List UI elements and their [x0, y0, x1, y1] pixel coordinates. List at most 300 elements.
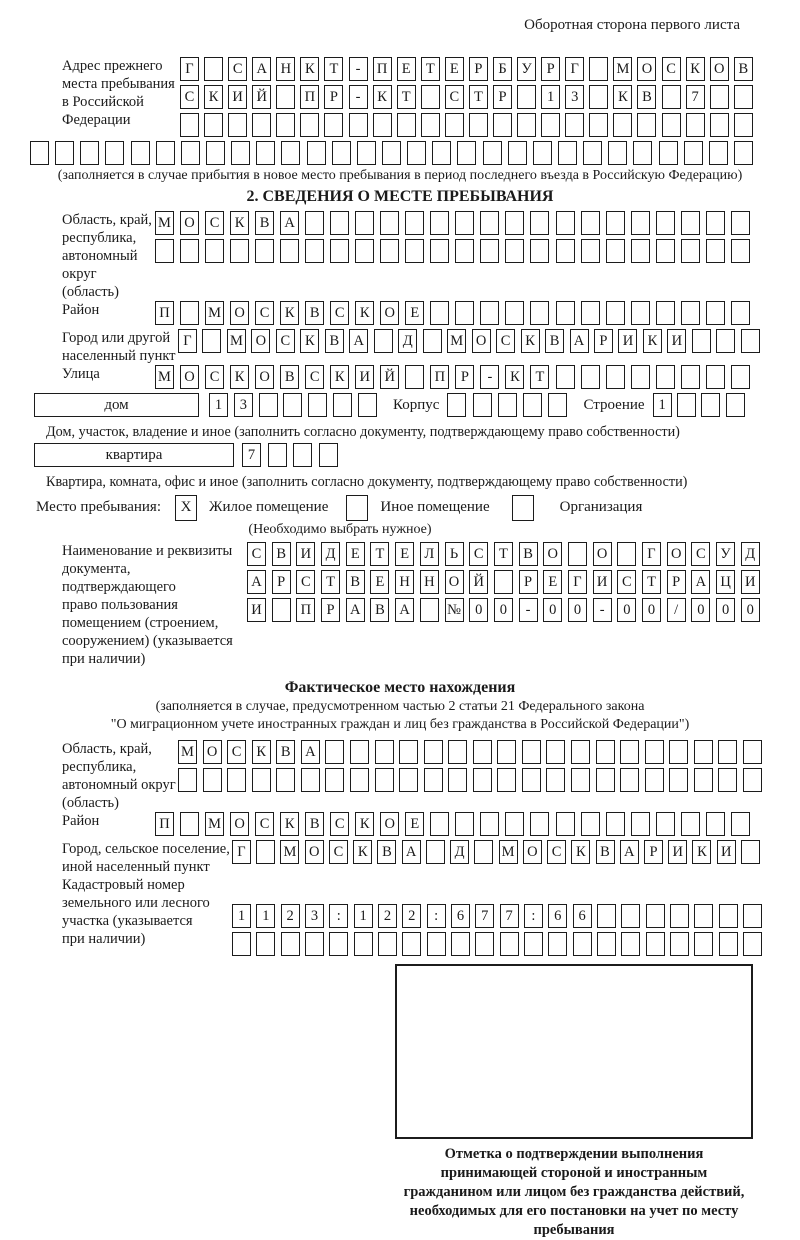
char-box: [583, 141, 602, 165]
page-header-note: Оборотная сторона первого листа: [524, 17, 740, 33]
char-box: [473, 393, 492, 417]
organization-label: Организация: [559, 499, 643, 515]
char-box: [480, 239, 499, 263]
char-box: [332, 141, 351, 165]
city-row: [178, 329, 760, 353]
char-box: [533, 141, 552, 165]
char-box: [319, 443, 338, 467]
char-box: С: [330, 812, 349, 836]
apartment-caption: Квартира, комната, офис и иное (заполнить согласно документу, подтверждающему право собственности): [46, 474, 688, 490]
char-box: [180, 812, 199, 836]
char-box: [455, 239, 474, 263]
char-box: 1: [256, 904, 275, 928]
char-box: [546, 768, 565, 792]
char-box: П: [296, 598, 315, 622]
cadastre-block: [62, 876, 800, 960]
char-box: [606, 301, 625, 325]
char-box: Р: [644, 840, 663, 864]
stroenie-label: Строение: [583, 397, 645, 413]
char-box: И: [247, 598, 266, 622]
char-box: [505, 211, 524, 235]
char-box: [407, 141, 426, 165]
prev-address-row3: [180, 113, 753, 137]
char-box: [305, 211, 324, 235]
house-box-label: дом: [34, 393, 199, 417]
char-box: [606, 239, 625, 263]
actual-location-title: Фактическое место нахождения: [284, 679, 516, 696]
char-box: -: [349, 57, 368, 81]
char-box: [571, 740, 590, 764]
prev-address-row2: [180, 85, 753, 109]
char-box: [228, 113, 247, 137]
char-box: 0: [741, 598, 760, 622]
char-box: [380, 211, 399, 235]
char-box: [498, 393, 517, 417]
char-box: Т: [370, 542, 389, 566]
char-box: О: [637, 57, 656, 81]
char-box: О: [445, 570, 464, 594]
char-box: А: [395, 598, 414, 622]
char-box: 0: [494, 598, 513, 622]
char-box: [621, 932, 640, 956]
char-box: [581, 812, 600, 836]
char-box: [280, 239, 299, 263]
organization-checkbox: [512, 495, 534, 521]
char-box: [308, 393, 327, 417]
char-box: К: [353, 840, 372, 864]
char-box: С: [305, 365, 324, 389]
street-label: Улица: [62, 366, 100, 382]
char-box: [227, 768, 246, 792]
char-box: [378, 932, 397, 956]
char-box: [581, 211, 600, 235]
char-box: [55, 141, 74, 165]
char-box: [402, 932, 421, 956]
char-box: К: [330, 365, 349, 389]
char-box: [430, 239, 449, 263]
char-box: [530, 211, 549, 235]
char-box: О: [380, 812, 399, 836]
char-box: О: [710, 57, 729, 81]
char-box: В: [370, 598, 389, 622]
char-box: О: [380, 301, 399, 325]
char-box: [469, 113, 488, 137]
actual-region-row2: [178, 768, 762, 792]
char-box: [565, 113, 584, 137]
char-box: К: [355, 812, 374, 836]
char-box: М: [205, 301, 224, 325]
char-box: А: [402, 840, 421, 864]
prev-address-note: (заполняется в случае прибытия в новое место пребывания в период последнего въезда в Российскую Федерацию): [57, 168, 743, 183]
char-box: [681, 239, 700, 263]
char-box: 1: [232, 904, 251, 928]
char-box: В: [346, 570, 365, 594]
char-box: [581, 301, 600, 325]
char-box: 0: [716, 598, 735, 622]
char-box: [156, 141, 175, 165]
char-box: В: [325, 329, 344, 353]
char-box: О: [230, 301, 249, 325]
char-box: Е: [543, 570, 562, 594]
char-box: Е: [445, 57, 464, 81]
district-block: [62, 301, 800, 329]
char-box: [568, 542, 587, 566]
char-box: К: [571, 840, 590, 864]
char-box: [556, 239, 575, 263]
char-box: [268, 443, 287, 467]
char-box: 1: [209, 393, 228, 417]
char-box: 1: [354, 904, 373, 928]
char-box: К: [355, 301, 374, 325]
actual-city-block: [62, 840, 800, 876]
region-label: Область, край, республика, автономный округ (область): [62, 212, 152, 300]
char-box: [556, 301, 575, 325]
char-box: О: [230, 812, 249, 836]
char-box: [405, 365, 424, 389]
char-box: [522, 740, 541, 764]
apartment-box-label: квартира: [34, 443, 234, 467]
char-box: [203, 768, 222, 792]
char-box: [541, 113, 560, 137]
char-box: [375, 740, 394, 764]
char-box: [105, 141, 124, 165]
char-box: 0: [543, 598, 562, 622]
char-box: Д: [741, 542, 760, 566]
char-box: [307, 141, 326, 165]
actual-district-label: Район: [62, 813, 100, 829]
district-row: [155, 301, 750, 325]
char-box: [646, 904, 665, 928]
char-box: Т: [421, 57, 440, 81]
char-box: [357, 141, 376, 165]
char-box: [573, 932, 592, 956]
char-box: К: [505, 365, 524, 389]
char-box: [350, 740, 369, 764]
char-box: [620, 740, 639, 764]
section2-title: 2. СВЕДЕНИЯ О МЕСТЕ ПРЕБЫВАНИЯ: [246, 188, 554, 205]
char-box: [706, 812, 725, 836]
char-box: [204, 113, 223, 137]
char-box: [670, 904, 689, 928]
char-box: [741, 329, 760, 353]
char-box: [473, 740, 492, 764]
char-box: Н: [395, 570, 414, 594]
char-box: [597, 904, 616, 928]
char-box: [726, 393, 745, 417]
char-box: [631, 211, 650, 235]
char-box: Р: [469, 57, 488, 81]
apartment-row: [242, 443, 338, 467]
char-box: [597, 932, 616, 956]
region-grid: [155, 211, 750, 267]
char-box: [373, 113, 392, 137]
char-box: П: [155, 301, 174, 325]
char-box: [325, 740, 344, 764]
char-box: [305, 932, 324, 956]
char-box: К: [230, 211, 249, 235]
char-box: О: [593, 542, 612, 566]
char-box: [30, 141, 49, 165]
char-box: [272, 598, 291, 622]
char-box: [743, 768, 762, 792]
char-box: К: [300, 57, 319, 81]
char-box: С: [547, 840, 566, 864]
char-box: [548, 932, 567, 956]
char-box: Е: [397, 57, 416, 81]
char-box: [596, 768, 615, 792]
char-box: [430, 211, 449, 235]
char-box: [694, 904, 713, 928]
char-box: [206, 141, 225, 165]
char-box: [517, 113, 536, 137]
char-box: В: [519, 542, 538, 566]
char-box: [205, 239, 224, 263]
char-box: [455, 211, 474, 235]
char-box: [430, 301, 449, 325]
char-box: В: [255, 211, 274, 235]
region-block: [62, 211, 800, 301]
apartment-block: [34, 443, 800, 471]
char-box: М: [155, 211, 174, 235]
char-box: Т: [397, 85, 416, 109]
char-box: [517, 85, 536, 109]
char-box: Г: [565, 57, 584, 81]
actual-district-block: [62, 812, 800, 840]
char-box: В: [377, 840, 396, 864]
korpus-row: [447, 393, 567, 417]
char-box: [620, 768, 639, 792]
char-box: [530, 239, 549, 263]
char-box: С: [691, 542, 710, 566]
char-box: [741, 840, 760, 864]
prev-address-label: Адрес прежнего места пребывания в Российской Федерации: [62, 58, 175, 128]
char-box: [677, 393, 696, 417]
char-box: -: [349, 85, 368, 109]
char-box: 3: [565, 85, 584, 109]
document-label: Наименование и реквизиты документа, подтверждающего право пользования помещением (строением, сооружением) (указывается при наличии): [62, 543, 233, 667]
char-box: Т: [321, 570, 340, 594]
char-box: [256, 840, 275, 864]
char-box: [497, 740, 516, 764]
char-box: П: [300, 85, 319, 109]
char-box: И: [717, 840, 736, 864]
char-box: Г: [642, 542, 661, 566]
char-box: [230, 239, 249, 263]
char-box: Р: [667, 570, 686, 594]
char-box: 7: [242, 443, 261, 467]
char-box: К: [280, 812, 299, 836]
char-box: [706, 239, 725, 263]
char-box: 3: [305, 904, 324, 928]
char-box: [621, 904, 640, 928]
char-box: [505, 301, 524, 325]
char-box: [375, 768, 394, 792]
char-box: [350, 768, 369, 792]
char-box: [421, 85, 440, 109]
char-box: [734, 85, 753, 109]
char-box: [301, 768, 320, 792]
char-box: [716, 329, 735, 353]
char-box: [631, 812, 650, 836]
char-box: А: [301, 740, 320, 764]
char-box: [743, 932, 762, 956]
char-box: Е: [346, 542, 365, 566]
char-box: М: [205, 812, 224, 836]
char-box: [252, 768, 271, 792]
document-grid: [247, 542, 760, 626]
char-box: [659, 141, 678, 165]
char-box: [473, 768, 492, 792]
char-box: [718, 768, 737, 792]
char-box: [354, 932, 373, 956]
char-box: [256, 141, 275, 165]
char-box: В: [272, 542, 291, 566]
char-box: [686, 113, 705, 137]
char-box: [706, 211, 725, 235]
char-box: [259, 393, 278, 417]
char-box: К: [252, 740, 271, 764]
char-box: [283, 393, 302, 417]
char-box: [731, 812, 750, 836]
char-box: [522, 768, 541, 792]
char-box: [731, 211, 750, 235]
char-box: [333, 393, 352, 417]
char-box: [613, 113, 632, 137]
char-box: [494, 570, 513, 594]
char-box: Й: [469, 570, 488, 594]
char-box: М: [447, 329, 466, 353]
char-box: Р: [519, 570, 538, 594]
char-box: [329, 932, 348, 956]
char-box: [719, 932, 738, 956]
char-box: О: [251, 329, 270, 353]
char-box: №: [445, 598, 464, 622]
char-box: [681, 301, 700, 325]
char-box: 2: [402, 904, 421, 928]
char-box: [645, 740, 664, 764]
char-box: [424, 768, 443, 792]
char-box: У: [716, 542, 735, 566]
char-box: [420, 598, 439, 622]
document-row2: [247, 570, 760, 594]
char-box: Г: [232, 840, 251, 864]
actual-region-label: Область, край, республика, автономный округ (область): [62, 741, 176, 811]
document-block: [62, 542, 800, 668]
char-box: [692, 329, 711, 353]
char-box: И: [667, 329, 686, 353]
char-box: [589, 113, 608, 137]
char-box: [710, 113, 729, 137]
other-premises-checkbox: [346, 495, 368, 521]
char-box: 0: [691, 598, 710, 622]
char-box: [374, 329, 393, 353]
char-box: М: [613, 57, 632, 81]
char-box: [731, 301, 750, 325]
char-box: О: [180, 365, 199, 389]
char-box: [556, 211, 575, 235]
char-box: [330, 211, 349, 235]
char-box: Й: [252, 85, 271, 109]
house-caption: Дом, участок, владение и иное (заполнить согласно документу, подтверждающему право собственности): [46, 424, 680, 440]
char-box: М: [155, 365, 174, 389]
char-box: [694, 740, 713, 764]
char-box: 6: [548, 904, 567, 928]
char-box: [325, 768, 344, 792]
char-box: [669, 740, 688, 764]
char-box: [530, 301, 549, 325]
char-box: [430, 812, 449, 836]
char-box: [670, 932, 689, 956]
char-box: [710, 85, 729, 109]
char-box: [637, 113, 656, 137]
char-box: /: [667, 598, 686, 622]
korpus-label: Корпус: [393, 397, 440, 413]
char-box: Г: [568, 570, 587, 594]
prev-address-row1: [180, 57, 753, 81]
char-box: [505, 812, 524, 836]
char-box: [589, 57, 608, 81]
char-box: В: [276, 740, 295, 764]
char-box: -: [480, 365, 499, 389]
char-box: [719, 904, 738, 928]
char-box: [731, 365, 750, 389]
char-box: В: [637, 85, 656, 109]
char-box: [656, 211, 675, 235]
char-box: К: [204, 85, 223, 109]
char-box: 7: [686, 85, 705, 109]
char-box: [656, 812, 675, 836]
char-box: [80, 141, 99, 165]
char-box: [662, 85, 681, 109]
char-box: Б: [493, 57, 512, 81]
char-box: Т: [324, 57, 343, 81]
char-box: [669, 768, 688, 792]
char-box: А: [349, 329, 368, 353]
char-box: И: [228, 85, 247, 109]
char-box: А: [252, 57, 271, 81]
char-box: [571, 768, 590, 792]
char-box: [255, 239, 274, 263]
char-box: [633, 141, 652, 165]
char-box: [355, 211, 374, 235]
char-box: С: [205, 365, 224, 389]
char-box: 0: [568, 598, 587, 622]
char-box: Р: [455, 365, 474, 389]
char-box: [202, 329, 221, 353]
char-box: [455, 812, 474, 836]
char-box: [656, 301, 675, 325]
char-box: 3: [234, 393, 253, 417]
char-box: 0: [469, 598, 488, 622]
char-box: [475, 932, 494, 956]
house-block: [34, 393, 800, 421]
char-box: И: [618, 329, 637, 353]
char-box: С: [496, 329, 515, 353]
char-box: [662, 113, 681, 137]
char-box: [305, 239, 324, 263]
char-box: 6: [451, 904, 470, 928]
char-box: И: [668, 840, 687, 864]
char-box: [355, 239, 374, 263]
char-box: [556, 365, 575, 389]
char-box: [581, 239, 600, 263]
char-box: [432, 141, 451, 165]
char-box: [681, 365, 700, 389]
char-box: [330, 239, 349, 263]
char-box: [606, 812, 625, 836]
char-box: 1: [541, 85, 560, 109]
char-box: А: [691, 570, 710, 594]
